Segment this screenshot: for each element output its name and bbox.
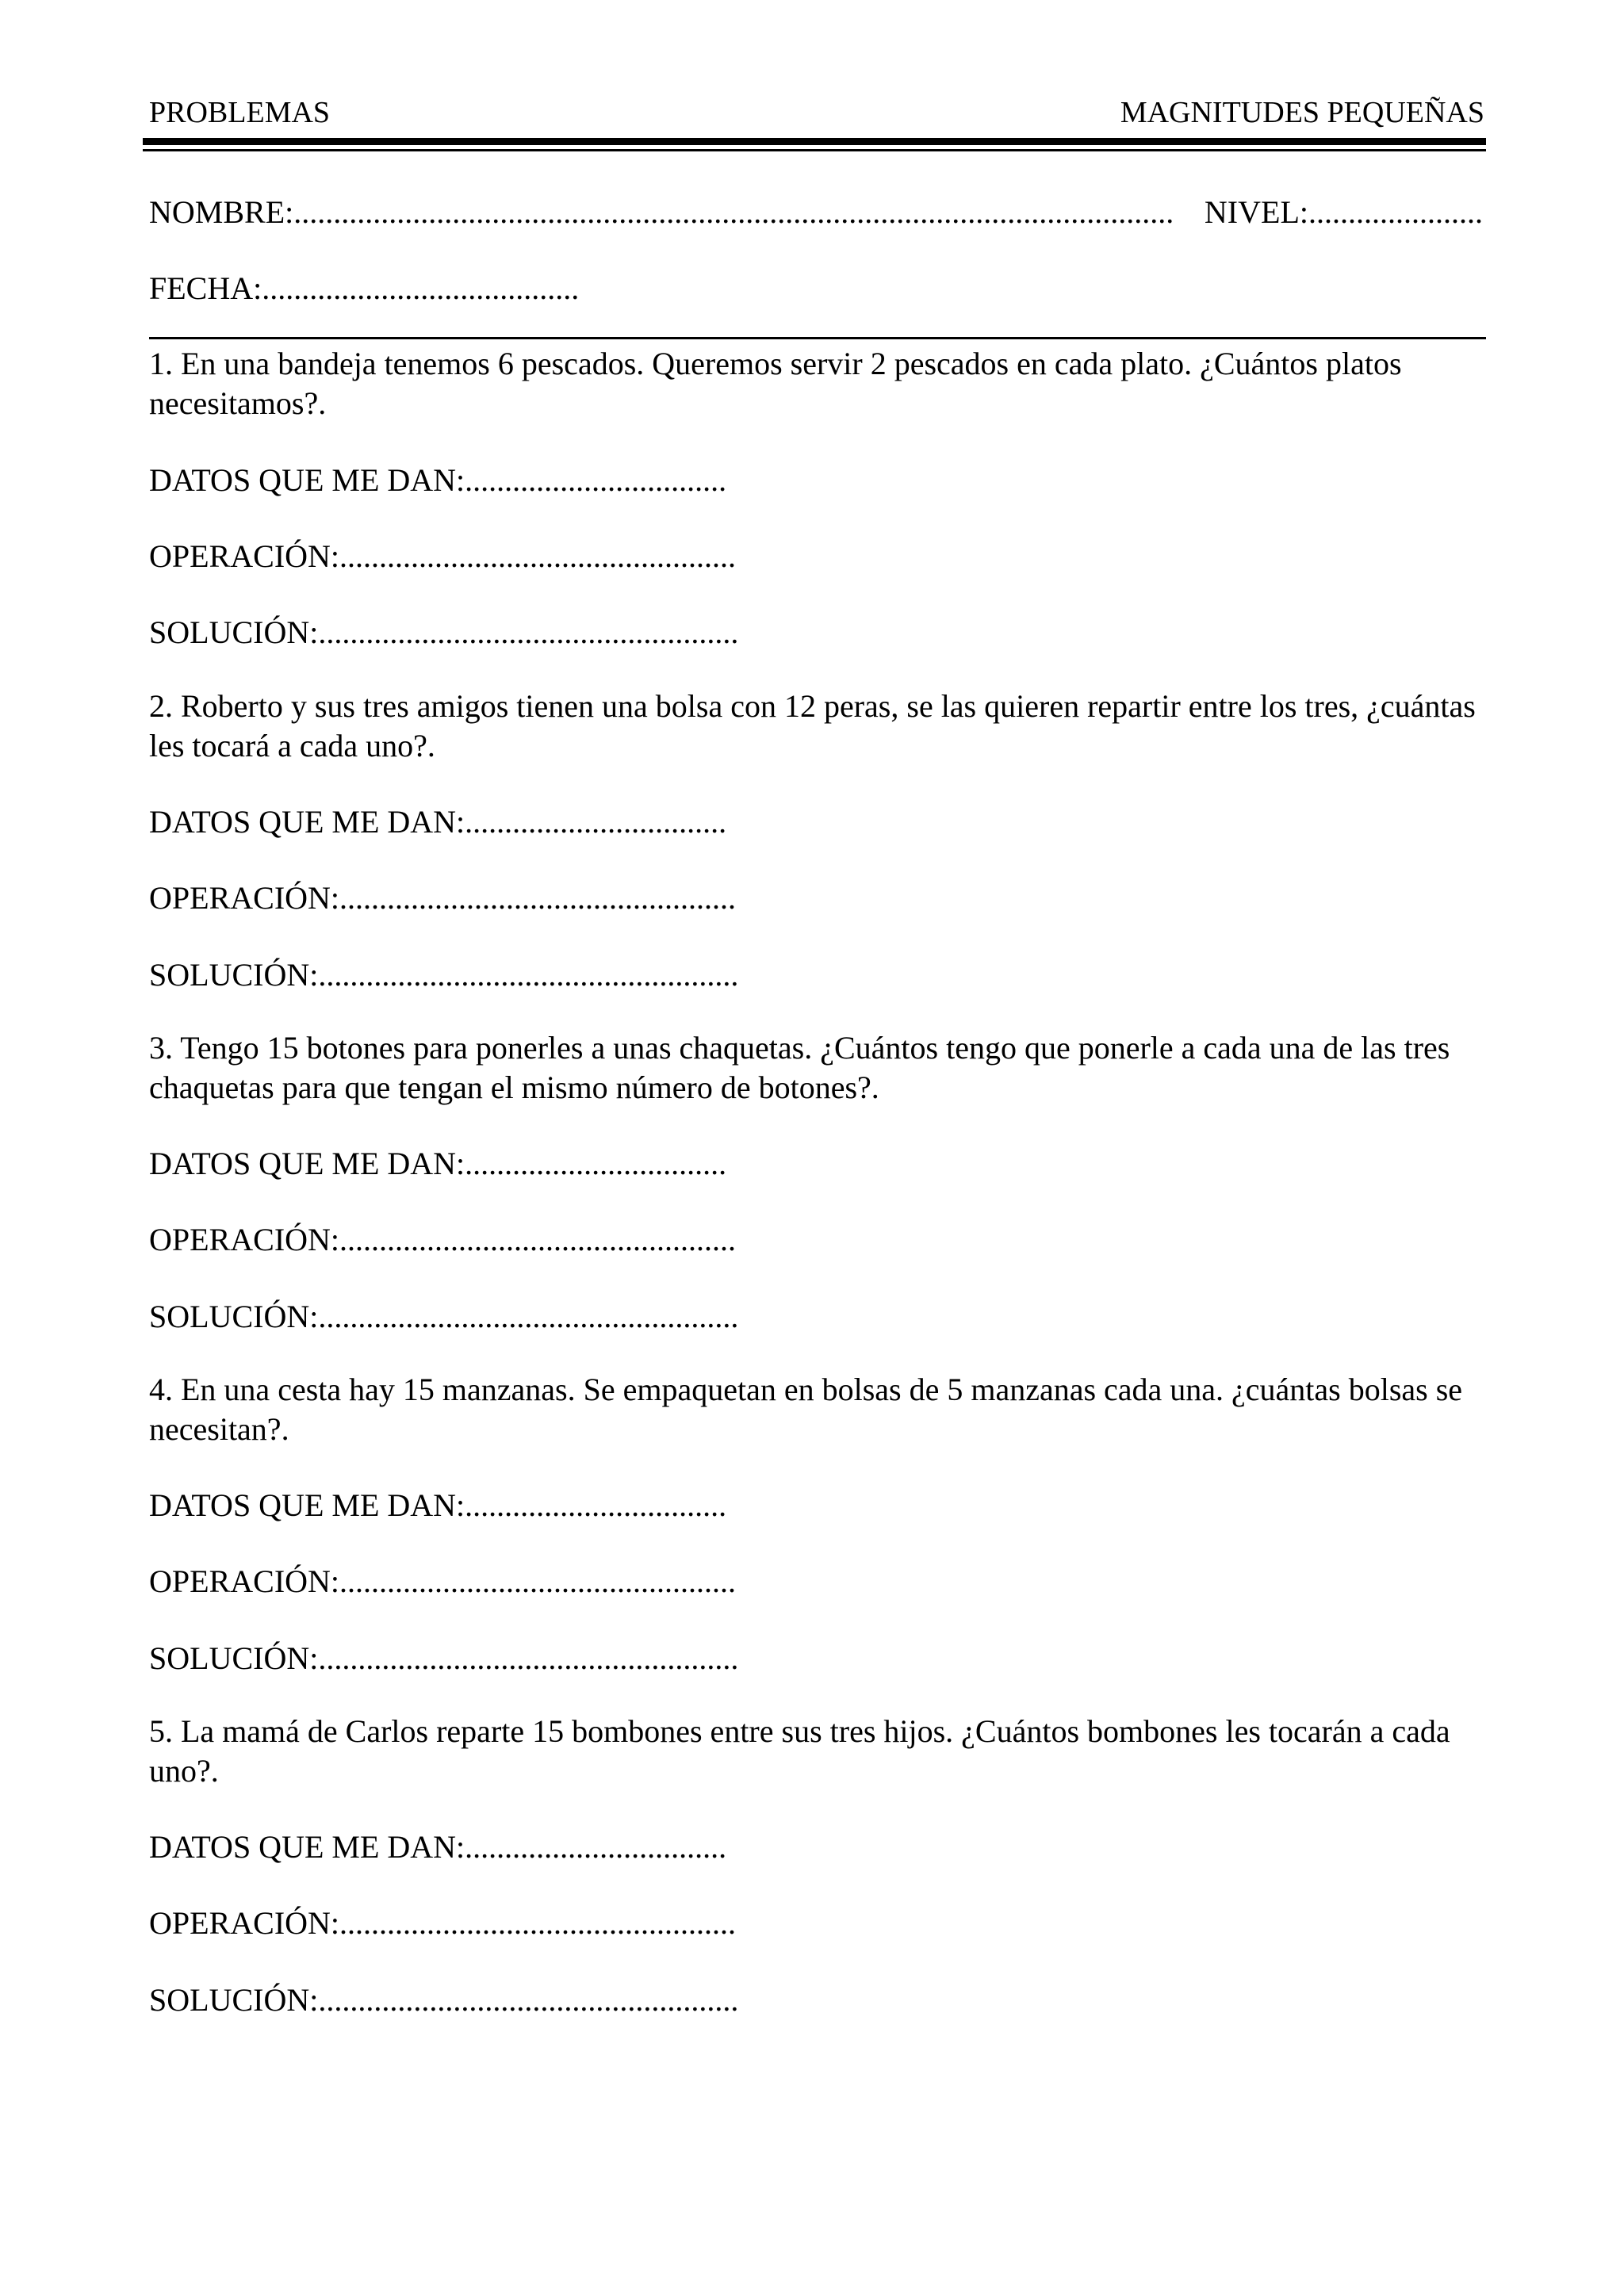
problem-3-solucion-field[interactable]: SOLUCIÓN:..................................................... xyxy=(149,1299,739,1334)
problem-5-solucion-field[interactable]: SOLUCIÓN:..................................................... xyxy=(149,1982,739,2018)
header-left-title: PROBLEMAS xyxy=(149,96,331,129)
problem-1-datos-field[interactable]: DATOS QUE ME DAN:................................. xyxy=(149,462,727,498)
page-header xyxy=(149,95,1484,136)
problem-1-text: 1. En una bandeja tenemos 6 pescados. Queremos servir 2 pescados en cada plato. ¿Cuántos platos necesitamos?. xyxy=(149,346,1402,421)
header-right-title: MAGNITUDES PEQUEÑAS xyxy=(1120,96,1484,129)
date-field[interactable]: FECHA:........................................ xyxy=(149,270,580,306)
problem-4-text: 4. En una cesta hay 15 manzanas. Se empaquetan en bolsas de 5 manzanas cada una. ¿cuántas bolsas se necesitan?. xyxy=(149,1372,1463,1447)
problem-2-operacion-field[interactable]: OPERACIÓN:.................................................. xyxy=(149,880,737,916)
name-level-row xyxy=(149,193,1483,232)
header-rule-thin xyxy=(143,149,1486,151)
problem-3-text: 3. Tengo 15 botones para ponerles a unas chaquetas. ¿Cuántos tengo que ponerle a cada una de las tres chaquetas para que tengan el mismo número de botones?. xyxy=(149,1030,1450,1105)
problem-3-operacion-field[interactable]: OPERACIÓN:.................................................. xyxy=(149,1222,737,1257)
problem-4-solucion-field[interactable]: SOLUCIÓN:..................................................... xyxy=(149,1640,739,1676)
problem-5-datos-field[interactable]: DATOS QUE ME DAN:................................. xyxy=(149,1829,727,1865)
problem-1-operacion-field[interactable]: OPERACIÓN:.................................................. xyxy=(149,538,737,574)
problem-2-datos-field[interactable]: DATOS QUE ME DAN:................................. xyxy=(149,804,727,840)
problem-2-text: 2. Roberto y sus tres amigos tienen una bolsa con 12 peras, se las quieren repartir entre los tres, ¿cuántas les tocará a cada uno?. xyxy=(149,688,1476,763)
name-field[interactable]: NOMBRE:............................................................................................................... xyxy=(149,194,1174,230)
header-rule-thick xyxy=(143,138,1486,145)
problem-3-datos-field[interactable]: DATOS QUE ME DAN:................................. xyxy=(149,1146,727,1181)
problem-4-operacion-field[interactable]: OPERACIÓN:.................................................. xyxy=(149,1563,737,1599)
problem-2-solucion-field[interactable]: SOLUCIÓN:..................................................... xyxy=(149,957,739,993)
separator-rule xyxy=(149,337,1486,339)
level-field[interactable]: NIVEL:...................... xyxy=(1204,194,1483,230)
problem-4-datos-field[interactable]: DATOS QUE ME DAN:................................. xyxy=(149,1487,727,1523)
problem-5-text: 5. La mamá de Carlos reparte 15 bombones entre sus tres hijos. ¿Cuántos bombones les tocarán a cada uno?. xyxy=(149,1713,1450,1789)
problem-5-operacion-field[interactable]: OPERACIÓN:.................................................. xyxy=(149,1905,737,1941)
problem-1-solucion-field[interactable]: SOLUCIÓN:..................................................... xyxy=(149,614,739,650)
